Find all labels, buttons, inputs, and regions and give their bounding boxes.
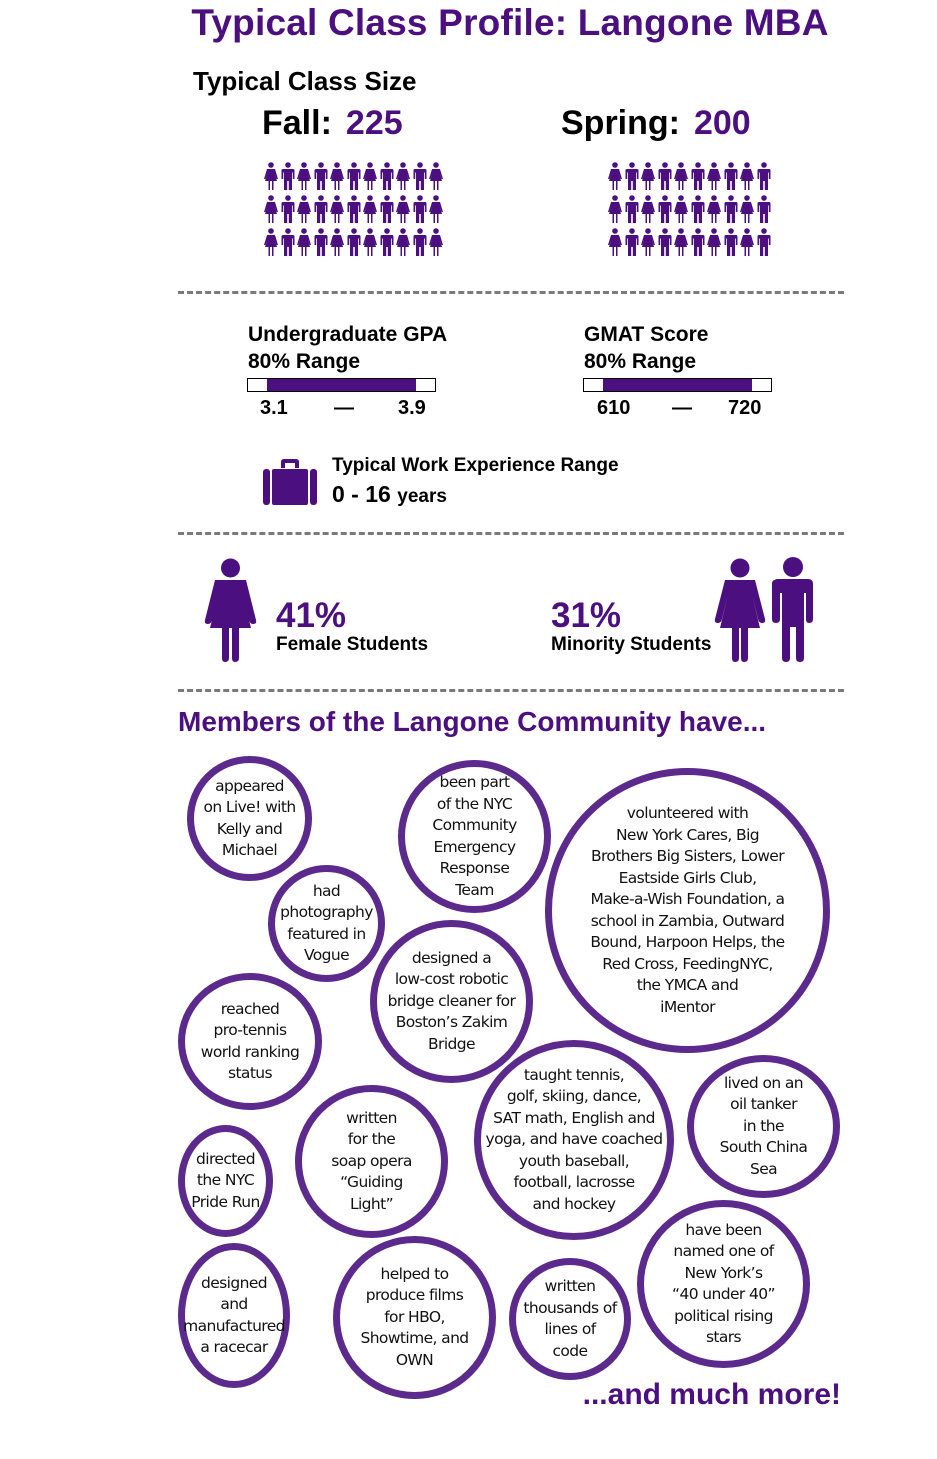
gmat-label [584, 321, 708, 375]
female-person-icon [429, 162, 443, 191]
female-person-icon [641, 195, 655, 224]
female-person-icon [396, 195, 410, 224]
female-figure-icon [203, 558, 258, 662]
male-person-icon [380, 228, 394, 257]
fall-people-icons [264, 162, 444, 257]
bubble-text-line: Emergency [433, 837, 516, 856]
male-person-icon [281, 162, 295, 191]
male-person-icon [314, 162, 328, 191]
gmat-low: 610 [597, 397, 631, 419]
bubble-text-line: Boston’s Zakim [395, 1013, 508, 1032]
female-person-icon [264, 195, 278, 224]
community-bubble [268, 865, 385, 982]
bubble-text-line: written [346, 1108, 397, 1127]
class-size-heading: Typical Class Size [193, 66, 417, 96]
spring-value: 200 [693, 104, 751, 142]
bubble-text-line: a racecar [200, 1338, 268, 1356]
bubble-text-line: “Guiding [340, 1173, 403, 1192]
male-person-icon [347, 162, 361, 191]
work-experience-title: Typical Work Experience Range [332, 455, 619, 476]
bubble-text-line: Sea [749, 1159, 778, 1178]
bubble-text-line: pro-tennis [213, 1021, 287, 1039]
male-person-icon [724, 195, 738, 224]
male-person-icon [724, 228, 738, 257]
female-person-icon [297, 195, 311, 224]
bubble-text-line: reached [220, 999, 280, 1018]
bubble-text [183, 1273, 285, 1359]
bubble-text-line: world ranking [200, 1042, 300, 1061]
gpa-subtitle: 80% Range [248, 350, 361, 373]
male-person-icon [691, 162, 705, 191]
female-person-icon [429, 228, 443, 257]
bubble-text-line: Team [455, 880, 494, 899]
female-person-icon [674, 162, 688, 191]
community-bubble [370, 920, 533, 1083]
bubble-text-line: Vogue [303, 946, 350, 964]
female-person-icon [641, 228, 655, 257]
bubble-text-line: appeared [215, 776, 284, 795]
gmat-range-fill [603, 379, 753, 391]
gpa-high: 3.9 [398, 397, 426, 419]
briefcase-icon [263, 458, 317, 506]
bubble-text-line: designed [201, 1273, 267, 1292]
community-bubble [178, 973, 322, 1110]
female-person-icon [608, 162, 622, 191]
bubble-text-line: Make-a-Wish Foundation, a [590, 890, 785, 908]
bubble-text-line: manufactured [183, 1316, 285, 1335]
bubble-text-line: and [220, 1295, 248, 1313]
gmat-dash: — [672, 397, 692, 419]
gmat-title: GMAT Score [584, 323, 709, 346]
bubble-text [590, 803, 784, 1018]
work-experience-years: 0 - 16 [332, 481, 391, 507]
female-label: Female Students [276, 634, 429, 655]
spring-label: Spring: [561, 104, 680, 142]
gpa-dash: — [334, 397, 354, 419]
minority-percent: 31% [551, 596, 622, 635]
bubble-text-line: golf, skiing, dance, [506, 1087, 642, 1106]
female-person-icon [740, 228, 754, 257]
bubble-text [203, 776, 295, 862]
male-person-icon [380, 162, 394, 191]
bubble-text-line: status [227, 1064, 272, 1082]
minority-label: Minority Students [551, 634, 712, 655]
gpa-title: Undergraduate GPA [248, 323, 448, 346]
bubble-text-line: code [552, 1341, 588, 1360]
bubble-text-line: yoga, and have coached [485, 1130, 663, 1149]
bubble-text [486, 1065, 663, 1216]
female-person-icon [363, 228, 377, 257]
female-person-icon [707, 195, 721, 224]
bubble-text-line: directed [196, 1149, 255, 1168]
bubble-text-line: taught tennis, [523, 1065, 625, 1084]
male-person-icon [347, 195, 361, 224]
community-bubble [187, 756, 312, 881]
gmat-subtitle: 80% Range [584, 350, 697, 373]
gmat-high: 720 [728, 397, 762, 419]
bubble-text [432, 772, 516, 901]
bubble-text-line: stars [705, 1328, 742, 1346]
female-person-icon [330, 228, 344, 257]
bubble-text-line: football, lacrosse [513, 1173, 635, 1192]
fall-label: Fall: [262, 104, 332, 142]
and-much-more-text: ...and much more! [582, 1378, 841, 1411]
community-bubble [637, 1200, 810, 1368]
bubble-text-line: bridge cleaner for [387, 991, 516, 1010]
bubble-text-line: school in Zambia, Outward [590, 911, 785, 930]
gpa-range-bar [247, 378, 436, 392]
female-person-icon [740, 195, 754, 224]
bubble-text-line: Light” [349, 1194, 394, 1213]
female-person-icon [363, 162, 377, 191]
bubble-text-line: the NYC [196, 1171, 255, 1190]
gpa-low: 3.1 [260, 397, 288, 419]
bubble-text [191, 1149, 259, 1214]
female-person-icon [264, 228, 278, 257]
bubble-text-line: iMentor [660, 997, 715, 1016]
male-person-icon [380, 195, 394, 224]
male-person-icon [691, 228, 705, 257]
female-person-icon [674, 228, 688, 257]
section-divider [178, 291, 844, 294]
bubble-text-line: Bridge [428, 1034, 475, 1053]
male-person-icon [757, 195, 771, 224]
community-bubble [545, 768, 830, 1053]
male-person-icon [413, 195, 427, 224]
female-person-icon [396, 162, 410, 191]
male-person-icon [724, 162, 738, 191]
bubble-text-line: Bound, Harpoon Helps, the [590, 933, 785, 951]
gmat-range-bar [583, 378, 772, 392]
section-divider [178, 532, 844, 535]
bubble-text-line: designed a [411, 948, 492, 967]
male-person-icon [347, 228, 361, 257]
community-bubble [295, 1085, 448, 1238]
female-person-icon [641, 162, 655, 191]
female-person-icon [297, 228, 311, 257]
bubble-text-line: Response [439, 859, 510, 877]
bubble-text-line: Eastside Girls Club, [618, 868, 757, 887]
female-person-icon [396, 228, 410, 257]
female-person-icon [264, 162, 278, 191]
bubble-text [388, 948, 516, 1056]
bubble-text-line: lines of [544, 1320, 596, 1338]
community-bubble [509, 1258, 631, 1380]
male-person-icon [314, 195, 328, 224]
community-bubble [474, 1040, 674, 1240]
bubble-text [523, 1276, 616, 1362]
bubble-text [331, 1108, 412, 1216]
female-person-icon [740, 162, 754, 191]
female-person-icon [707, 162, 721, 191]
female-percent: 41% [276, 596, 347, 635]
community-bubble [398, 760, 551, 913]
bubble-text-line: OWN [395, 1350, 434, 1369]
male-person-icon [625, 228, 639, 257]
male-person-icon [757, 162, 771, 191]
spring-class-size [561, 104, 751, 143]
bubble-text-line: “40 under 40” [672, 1285, 775, 1303]
male-person-icon [757, 228, 771, 257]
bubble-text-line: youth baseball, [518, 1151, 630, 1170]
bubble-text-line: been part [439, 773, 510, 791]
bubble-text-line: helped to [380, 1264, 449, 1283]
bubble-text-line: in the [743, 1116, 784, 1135]
spring-people-icons [608, 162, 771, 257]
work-experience-unit: years [397, 486, 447, 507]
bubble-text-line: Showtime, and [360, 1329, 469, 1348]
community-bubble [333, 1236, 496, 1399]
bubble-text-line: New York Cares, Big [615, 825, 760, 844]
bubble-text-line: for the [347, 1130, 396, 1149]
bubble-text-line: on Live! with [203, 798, 296, 816]
bubble-text-line: of the NYC [436, 794, 513, 813]
bubble-text [360, 1264, 468, 1372]
work-experience-range [332, 481, 447, 508]
bubble-text-line: produce films [365, 1286, 464, 1305]
female-person-icon [330, 162, 344, 191]
bubble-text-line: for HBO, [384, 1307, 445, 1326]
bubble-text-line: thousands of [523, 1298, 617, 1317]
male-person-icon [691, 195, 705, 224]
bubble-text [720, 1073, 808, 1181]
bubble-text-line: have been [685, 1220, 762, 1239]
male-person-icon [625, 195, 639, 224]
male-person-icon [658, 195, 672, 224]
male-person-icon [658, 228, 672, 257]
female-person-icon [297, 162, 311, 191]
male-person-icon [314, 228, 328, 257]
bubble-text-line: low-cost robotic [394, 970, 509, 989]
female-person-icon [429, 195, 443, 224]
fall-class-size [262, 104, 403, 143]
bubble-text-line: volunteered with [626, 804, 749, 822]
male-person-icon [625, 162, 639, 191]
community-bubble [178, 1125, 273, 1237]
male-person-icon [281, 195, 295, 224]
female-person-icon [707, 228, 721, 257]
female-person-icon [674, 195, 688, 224]
female-person-icon [608, 195, 622, 224]
bubble-text-line: written [544, 1277, 596, 1295]
couple-figure-icon [713, 557, 817, 663]
gpa-label [248, 321, 447, 375]
bubble-text-line: the YMCA and [636, 976, 739, 994]
bubble-text [280, 881, 373, 967]
bubble-text-line: Kelly and [216, 819, 283, 838]
fall-value: 225 [345, 104, 403, 142]
bubble-text-line: Brothers Big Sisters, Lower [590, 847, 785, 865]
bubble-text-line: Community [432, 816, 517, 834]
male-person-icon [281, 228, 295, 257]
male-person-icon [413, 228, 427, 257]
bubble-text-line: soap opera [331, 1151, 412, 1170]
bubble-text-line: featured in [287, 924, 366, 943]
male-person-icon [658, 162, 672, 191]
community-bubble [178, 1243, 290, 1388]
page-title: Typical Class Profile: Langone MBA [191, 2, 829, 43]
community-heading: Members of the Langone Community have... [178, 706, 767, 737]
bubble-text-line: had [312, 881, 341, 900]
female-person-icon [363, 195, 377, 224]
bubble-text-line: New York’s [684, 1263, 763, 1282]
gpa-range-fill [267, 379, 417, 391]
bubble-text-line: South China [719, 1138, 808, 1157]
community-bubble [687, 1055, 840, 1198]
bubble-text [201, 999, 299, 1085]
bubble-text-line: named one of [673, 1242, 774, 1260]
bubble-text-line: photography [280, 903, 373, 921]
bubble-text [672, 1220, 775, 1349]
bubble-text-line: Michael [221, 841, 278, 859]
bubble-text-line: and hockey [532, 1194, 616, 1213]
bubble-text-line: oil tanker [730, 1095, 797, 1114]
bubble-text-line: political rising [674, 1306, 773, 1325]
bubble-text-line: lived on an [723, 1073, 804, 1092]
bubble-text-line: Pride Run [191, 1192, 260, 1211]
bubble-text-line: SAT math, English and [493, 1108, 655, 1127]
female-person-icon [608, 228, 622, 257]
section-divider [178, 689, 844, 692]
bubble-text-line: Red Cross, FeedingNYC, [602, 954, 773, 973]
female-person-icon [330, 195, 344, 224]
male-person-icon [413, 162, 427, 191]
